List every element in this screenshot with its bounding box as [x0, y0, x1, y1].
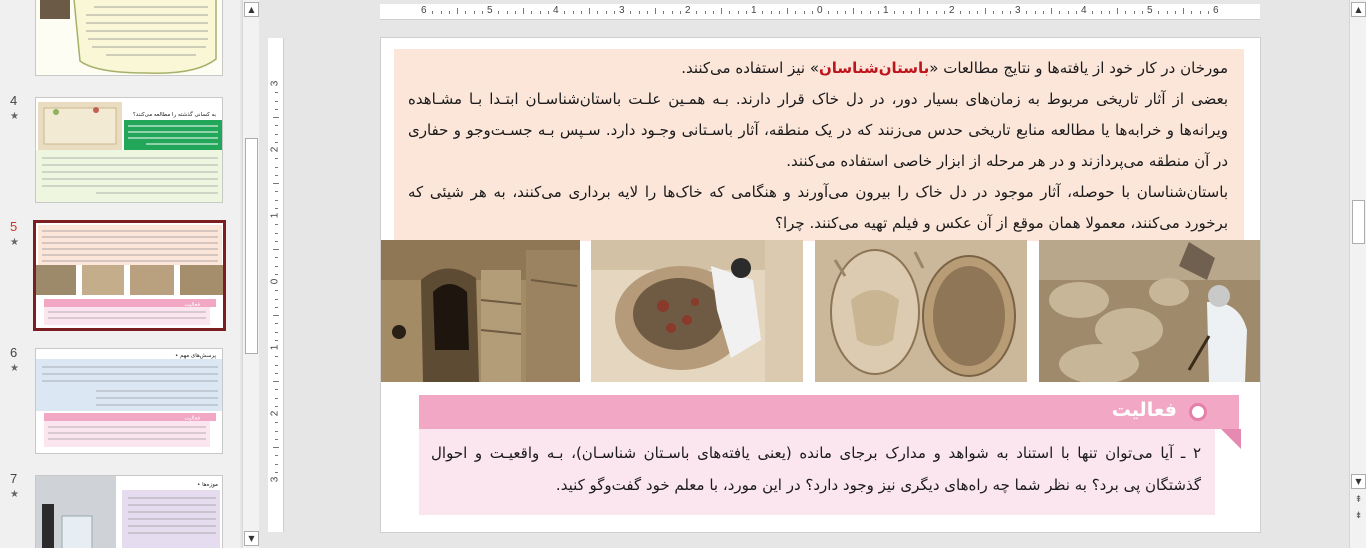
ruler-tick	[738, 11, 739, 14]
up-arrow-icon[interactable]: ▲	[1351, 2, 1366, 17]
vertical-ruler	[268, 38, 284, 532]
ruler-label: 5	[487, 5, 493, 16]
activity-box[interactable]	[419, 395, 1239, 517]
ruler-tick	[762, 11, 763, 14]
next-slide-icon[interactable]: ⇟	[1354, 511, 1363, 521]
ruler-label: 5	[1147, 5, 1153, 16]
ruler-label: 4	[553, 5, 559, 16]
ruler-tick	[630, 11, 631, 14]
thumbnail-7-title: • موزه‌ها	[197, 482, 218, 488]
ruler-tick	[837, 11, 838, 14]
thumbnail-6-art	[36, 349, 223, 454]
ruler-tick	[275, 389, 278, 390]
ruler-tick	[812, 11, 813, 14]
ruler-tick	[1175, 11, 1176, 14]
ruler-tick	[275, 472, 278, 473]
ruler-tick	[273, 249, 279, 250]
ruler-tick	[275, 92, 278, 93]
slide-thumbnail-6[interactable]	[35, 348, 223, 454]
ruler-tick	[647, 11, 648, 14]
ruler-tick	[275, 200, 278, 201]
animation-star-icon: ★	[10, 111, 19, 122]
slide-thumbnail-5[interactable]	[33, 220, 226, 331]
ruler-tick	[1010, 11, 1011, 14]
ruler-tick	[275, 406, 278, 407]
ruler-tick	[275, 274, 278, 275]
ruler-tick	[936, 11, 937, 14]
ruler-tick	[787, 8, 788, 14]
slide-thumbnail-4[interactable]	[35, 97, 223, 203]
thumbnail-6-title: • پرسش‌های مهم	[175, 353, 216, 359]
ruler-tick	[944, 11, 945, 14]
ruler-tick	[275, 109, 278, 110]
ruler-tick	[705, 11, 706, 14]
ruler-tick	[985, 8, 986, 14]
ruler-label: 2	[269, 146, 281, 153]
archaeologists-highlight: باستان‌شناسان	[819, 59, 930, 77]
ruler-tick	[449, 11, 450, 14]
ruler-tick	[1101, 11, 1102, 14]
ruler-tick	[828, 11, 829, 14]
main-text-box[interactable]	[394, 49, 1244, 241]
ruler-tick	[275, 167, 278, 168]
ruler-tick	[275, 365, 278, 366]
ruler-tick	[498, 11, 499, 14]
ruler-tick	[911, 11, 912, 14]
ruler-tick	[1035, 11, 1036, 14]
ruler-tick	[275, 125, 278, 126]
activity-title: فعالیت	[1111, 399, 1177, 421]
animation-star-icon: ★	[10, 489, 19, 500]
intro-text-end: » نیز استفاده می‌کنند.	[681, 59, 819, 77]
ruler-label: 1	[269, 344, 281, 351]
ruler-label: 3	[1015, 5, 1021, 16]
ruler-tick	[275, 307, 278, 308]
thumbnail-3-art	[36, 0, 223, 76]
ruler-tick	[597, 11, 598, 14]
ruler-tick	[903, 11, 904, 14]
ruler-tick	[465, 11, 466, 14]
ruler-tick	[1043, 11, 1044, 14]
ruler-tick	[589, 8, 590, 14]
ruler-tick	[275, 191, 278, 192]
ruler-label: 2	[269, 410, 281, 417]
ruler-label: 3	[619, 5, 625, 16]
ruler-label: 6	[421, 5, 427, 16]
ruler-tick	[531, 11, 532, 14]
ruler-tick	[273, 315, 279, 316]
ruler-tick	[275, 142, 278, 143]
ruler-tick	[273, 381, 279, 382]
slide-number-5: 5	[10, 219, 18, 234]
slide-editor	[260, 0, 1346, 548]
ruler-tick	[606, 11, 607, 14]
ruler-tick	[273, 117, 279, 118]
ruler-label: 3	[269, 476, 281, 483]
slide-number-6: 6	[10, 345, 18, 360]
animation-star-icon: ★	[10, 237, 19, 248]
clay-jars-photo	[815, 240, 1027, 382]
ruler-tick	[894, 11, 895, 14]
thumbnail-4-title: به کسانی گذشته را مطالعه می‌کنند؟	[132, 112, 216, 118]
ruler-tick	[969, 11, 970, 14]
ruler-tick	[275, 208, 278, 209]
ruler-tick	[457, 8, 458, 14]
thumbnail-6-activity: فعالیت	[184, 415, 200, 422]
ruler-label: 3	[269, 80, 281, 87]
ruler-tick	[1051, 8, 1052, 14]
thumbnail-5-activity: فعالیت	[184, 302, 200, 308]
current-slide[interactable]	[380, 37, 1261, 533]
ruler-tick	[275, 332, 278, 333]
ruler-label: 0	[817, 5, 823, 16]
intro-text-start: مورخان در کار خود از یافته‌ها و نتایج مطالعات «	[929, 59, 1228, 77]
ruler-tick	[441, 11, 442, 14]
ruler-tick	[853, 8, 854, 14]
down-arrow-icon[interactable]: ▼	[244, 531, 259, 546]
ruler-tick	[1167, 11, 1168, 14]
ruler-tick	[696, 11, 697, 14]
ruler-tick	[482, 11, 483, 14]
ruler-tick	[1002, 11, 1003, 14]
ruler-tick	[275, 299, 278, 300]
ruler-tick	[779, 11, 780, 14]
ruler-label: 6	[1213, 5, 1219, 16]
previous-slide-icon[interactable]: ⇞	[1354, 495, 1363, 505]
ruler-tick	[573, 11, 574, 14]
ruler-tick	[614, 11, 615, 14]
thumbnail-4-art	[36, 98, 223, 203]
ruler-tick	[507, 11, 508, 14]
ruler-tick	[275, 241, 278, 242]
ruler-tick	[655, 8, 656, 14]
ruler-tick	[540, 11, 541, 14]
archaeologist-digging-photo	[1039, 240, 1261, 382]
ruler-label: 1	[883, 5, 889, 16]
ruler-tick	[1200, 11, 1201, 14]
animation-star-icon: ★	[10, 363, 19, 374]
ruler-tick	[713, 11, 714, 14]
activity-banner	[419, 395, 1239, 429]
ruler-tick	[275, 290, 278, 291]
down-arrow-icon[interactable]: ▼	[1351, 474, 1366, 489]
paragraph-excavation: بعضی از آثار تاریخی مربوط به زمان‌های بسیار دور، در دل خاک قرار دارند. بـه همـین علـت باستان‌شناسـان ابتـدا بـا مشـاهده ویرانه‌ها و خرابه‌ها یا مطالعه منابع تاریخی حدس می‌زنند که در یک منطقه، آثار باسـتانی وجـود دارد. سـپس بـه جسـت‌وجو و حفاری در آن منطقه می‌پردازند و در هر مرحله از ابزار خاصی استفاده می‌کنند.	[408, 90, 1228, 170]
ruler-tick	[515, 11, 516, 14]
ruler-tick	[1026, 11, 1027, 14]
ruler-tick	[919, 8, 920, 14]
horizontal-ruler	[380, 4, 1260, 20]
ruler-tick	[721, 8, 722, 14]
ruler-tick	[663, 11, 664, 14]
ruler-tick	[275, 323, 278, 324]
ruler-tick	[275, 340, 278, 341]
ruler-tick	[275, 356, 278, 357]
ruler-label: 0	[269, 278, 281, 285]
ruler-tick	[275, 134, 278, 135]
ruler-tick	[960, 11, 961, 14]
ruler-tick	[273, 183, 279, 184]
ruler-label: 1	[269, 212, 281, 219]
ruler-tick	[977, 11, 978, 14]
slide-thumbnail-7[interactable]	[35, 475, 223, 548]
ruler-tick	[993, 11, 994, 14]
intro-paragraph	[408, 53, 1228, 84]
scrollbar-thumb[interactable]	[1352, 200, 1365, 244]
ruler-tick	[1092, 11, 1093, 14]
excavation-pit-photo	[591, 240, 803, 382]
ruler-tick	[1068, 11, 1069, 14]
ruler-tick	[1208, 11, 1209, 14]
ruler-tick	[523, 8, 524, 14]
paragraph-documentation: باستان‌شناسان با حوصله، آثار موجود در دل خاک را بیرون می‌آورند و هنگامی که خاک‌ها را لایه برداری می‌کنند، به هر شیئی که برخورد می‌کنند، معمولا همان موقع از آن عکس و فیلم تهیه می‌کنند. چرا؟	[408, 183, 1228, 232]
ruler-tick	[275, 464, 278, 465]
ruler-tick	[275, 422, 278, 423]
ruler-label: 2	[949, 5, 955, 16]
banner-fold-icon	[1221, 429, 1241, 449]
ruler-tick	[771, 11, 772, 14]
ruler-label: 4	[1081, 5, 1087, 16]
ruler-tick	[275, 175, 278, 176]
up-arrow-icon[interactable]: ▲	[244, 2, 259, 17]
slide-number-7: 7	[10, 471, 18, 486]
ruler-tick	[275, 257, 278, 258]
ruler-tick	[1134, 11, 1135, 14]
slide-scrollbar[interactable]	[1349, 0, 1366, 548]
ruler-tick	[804, 11, 805, 14]
ruler-tick	[275, 431, 278, 432]
ruler-tick	[275, 266, 278, 267]
ruler-tick	[845, 11, 846, 14]
ruler-tick	[1142, 11, 1143, 14]
ruler-tick	[1191, 11, 1192, 14]
ruler-tick	[878, 11, 879, 14]
ruler-tick	[1158, 11, 1159, 14]
ruler-tick	[1183, 8, 1184, 14]
ruler-tick	[275, 439, 278, 440]
ruler-tick	[275, 101, 278, 102]
activity-question: ۲ ـ آیا می‌توان تنها با استناد به شواهد و مدارک برجای مانده (یعنی یافته‌های باسـتان شناسـان)، بـه واقعیـت و احوال گذشتگان پی برد؟ به نظر شما چه راه‌های دیگری نیز وجود دارد؟ در این مورد، با معلم خود گفت‌وگو کنید.	[431, 444, 1201, 494]
ruler-tick	[746, 11, 747, 14]
ruler-tick	[1125, 11, 1126, 14]
slide-thumbnail-3[interactable]	[35, 0, 223, 76]
ruler-tick	[273, 447, 279, 448]
ruler-tick	[1117, 8, 1118, 14]
ruler-tick	[1076, 11, 1077, 14]
ruler-tick	[1059, 11, 1060, 14]
thumbnail-7-art	[36, 476, 223, 548]
bullet-circle-icon	[1189, 403, 1207, 421]
scrollbar-thumb[interactable]	[245, 138, 258, 354]
ruler-tick	[639, 11, 640, 14]
slide-thumbnail-pane	[0, 0, 240, 548]
ruler-tick	[1109, 11, 1110, 14]
ruler-tick	[870, 11, 871, 14]
ruler-tick	[729, 11, 730, 14]
ruler-tick	[275, 224, 278, 225]
ruler-label: 2	[685, 5, 691, 16]
thumbnail-scrollbar[interactable]	[242, 0, 259, 548]
ruler-tick	[564, 11, 565, 14]
ruler-tick	[275, 455, 278, 456]
ruler-tick	[581, 11, 582, 14]
slide-number-4: 4	[10, 93, 18, 108]
ruler-tick	[861, 11, 862, 14]
ruler-tick	[927, 11, 928, 14]
ruler-tick	[275, 373, 278, 374]
ruler-tick	[275, 158, 278, 159]
excavated-tunnel-photo	[381, 240, 580, 382]
activity-body	[419, 429, 1215, 515]
ruler-tick	[548, 11, 549, 14]
ruler-tick	[680, 11, 681, 14]
ruler-tick	[795, 11, 796, 14]
thumbnail-5-art	[36, 223, 224, 329]
ruler-tick	[275, 233, 278, 234]
ruler-tick	[474, 11, 475, 14]
ruler-tick	[432, 11, 433, 14]
ruler-tick	[275, 398, 278, 399]
ruler-label: 1	[751, 5, 757, 16]
ruler-tick	[672, 11, 673, 14]
